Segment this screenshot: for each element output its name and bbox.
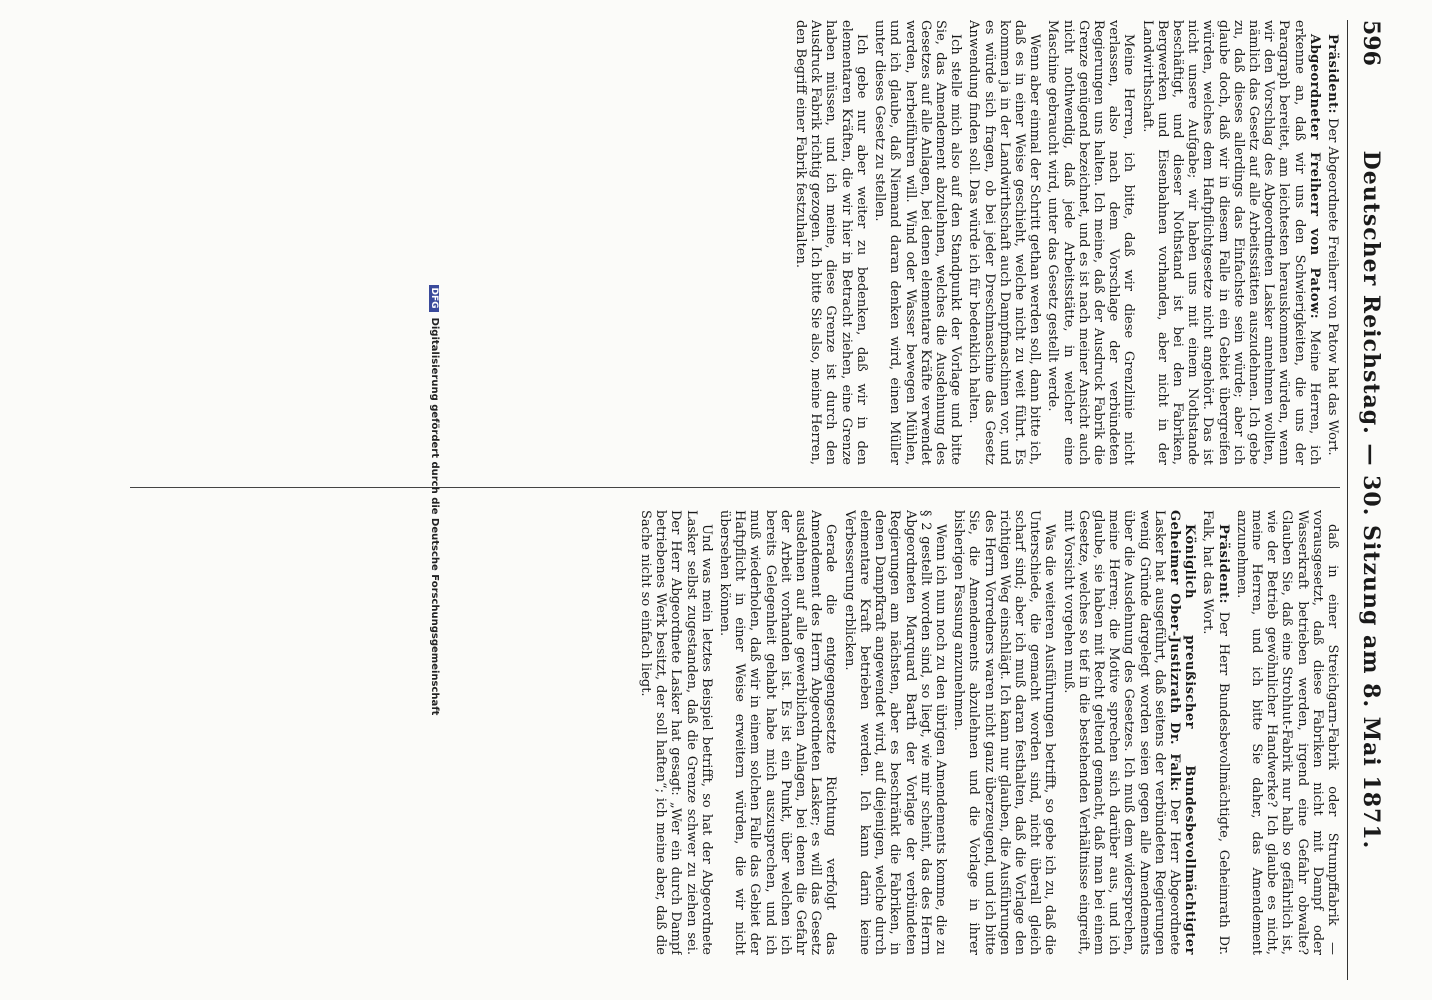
- speaker-label: Präsident:: [1215, 524, 1231, 604]
- paragraph-text: Gerade die entgegengesetzte Richtung verfolgt das Amendement des Herrn Abgeordneten Lasker; es will das Gesetz ausdehnen auf alle gewerblichen Anlagen, bei denen die Gefahr der Arbeit vorhanden ist. Es ist ein Punkt, über welchen ich bereits Gelegenheit gehabt habe mich auszusprechen, und ich muß wiederholen, daß wir in einem solchen Falle das Gebiet der Haftpflicht in einer Weise erweitern würden, die wir nicht übersehen können.: [717, 510, 839, 955]
- paragraph-text: Ich stelle mich also auf den Standpunkt der Vorlage und bitte Sie, das Amendement abzulehnen, welches die Ausdehnung des Gesetzes auf alle Anlagen, bei denen elementare Kräfte verwendet werden, herbeiführen will. Wind oder Wasser bewegen Mühlen, und ich glaube, daß Niemand daran denken wird, einen Müller unter dieses Gesetz zu stellen.: [872, 20, 964, 465]
- paragraph-text: Meine Herren, ich erkenne an, daß wir uns den Schwierigkeiten, die uns der Paragraph bereitet, am leichtesten herauskommen würden, wenn wir den Vorschlag des Abgeordneten Lasker annehmen wollten, nämlich das Gesetz auf alle Arbeitsstätten auszudehnen. Ich gebe zu, daß dieses allerdings das Einfachste sein würde; aber ich glaube doch, daß wir in diesem Falle in ein Gebiet übergreifen würden, welches dem Haftpflichtgesetze nicht angehört. Das ist nicht unsere Aufgabe; wir haben uns mit einem Nothstande beschäftigt, und dieser Nothstand ist bei den Fabriken, Bergwerken und Eisenbahnen vorhanden, aber nicht in der Landwirthschaft.: [1139, 20, 1322, 465]
- paragraph-text: Der Abgeordnete Freiherr von Patow hat das Wort.: [1325, 118, 1340, 456]
- paragraph-text: Und was mein letztes Beispiel betrifft, so hat der Abgeordnete Lasker selbst zugestanden, daß die Grenze schwer zu ziehen sei. Der Herr Abgeordnete Lasker hat gesagt: „Wer ein durch Dampf betriebenes Werk besitzt, der soll haften“; ich meine aber, daß die Sache nicht so einfach liegt.: [638, 510, 714, 955]
- paragraph: [1139, 20, 1321, 465]
- speaker-label: Königlich preußischer Bundesbevollmächtigter Geheimer Ober-Justizrath Dr. Falk:: [1166, 510, 1198, 955]
- left-column: [130, 20, 1340, 465]
- paragraph: [638, 510, 714, 955]
- speaker-label: Abgeordneter Freiherr von Patow:: [1306, 34, 1322, 320]
- paragraph-text: daß in einer Streichgarn-Fabrik oder Strumpffabrik — vorausgesetzt, daß diese Fabriken nicht mit Dampf oder Wasserkraft betrieben werden, irgend eine Gefahr obwalte? Glauben Sie, daß eine Strohhut-Fabrik nur halb so gefährlich ist, wie der Betrieb gewöhnlicher Handwerke? Ich glaube es nicht, meine Herren, und ich bitte Sie daher, das Amendement anzunehmen.: [1233, 510, 1340, 955]
- paragraph-text: Wenn ich nun noch zu den übrigen Amendements komme, die zu § 2 gestellt worden sind, so liegt, wie mir scheint, das des Herrn Abgeordneten Marquard Barth der Vorlage der verbündeten Regierungen am nächsten, aber es beschränkt die Fabriken, in denen Dampfkraft angewendet wird, auf diejenigen, welche durch elementare Kraft betrieben werden. Ich kann darin keine Verbesserung erblicken.: [841, 510, 948, 955]
- paragraph-text: Der Herr Abgeordnete Lasker hat ausgeführt, daß seitens der verbündeten Regierungen wenig Gründe dargelegt worden seien gegen alle Amendements über die Ausdehnung des Gesetzes. Ich muß dem widersprechen, meine Herren; die Motive sprechen sich darüber aus, und ich glaube, sie haben mit Recht geltend gemacht, daß man bei einem Gesetze, welches so tief in die bestehenden Verhältnisse eingreift, mit Vorsicht vorgehen muß.: [1060, 510, 1182, 955]
- footer-text: Digitalisierung gefördert durch die Deutsche Forschungsgemeinschaft: [429, 317, 440, 716]
- digitization-footer: [420, 0, 440, 1000]
- dfg-logo: DFG: [429, 285, 439, 312]
- header-rule: [1347, 20, 1348, 980]
- paragraph-text: Ich gebe nur aber weiter zu bedenken, daß wir in den elementaren Kräften, die wir hier in Betracht ziehen, eine Grenze haben müssen, und ich meine, diese Grenze ist durch den Ausdruck Fabrik richtig gezogen. Ich bitte Sie also, meine Herren, den Begriff einer Fabrik festzuhalten.: [793, 20, 869, 465]
- paragraph-text: Der Herr Bundesbevollmächtigte, Geheimrath Dr. Falk, hat das Wort.: [1200, 510, 1231, 955]
- paragraph: [1234, 510, 1340, 955]
- paragraph: [717, 510, 839, 955]
- paragraph: [1045, 20, 1136, 465]
- paragraph: [842, 510, 948, 955]
- rotated-newspaper-page: [100, 0, 1400, 1000]
- paragraph: [966, 20, 1042, 465]
- page-title: Deutscher Reichstag. — 30. Sitzung am 8. Mai 1871.: [1358, 150, 1384, 850]
- speaker-label: Präsident:: [1325, 34, 1340, 114]
- paragraph: [793, 20, 869, 465]
- column-divider: [130, 487, 1340, 488]
- paragraph: [872, 20, 963, 465]
- paragraph: [1325, 20, 1340, 465]
- paragraph: [1060, 510, 1197, 955]
- paragraph-text: Was die weiteren Ausführungen betrifft, so gebe ich zu, daß die Unterschiede, die gemacht worden sind, nicht überall gleich scharf sind; aber ich muß daran festhalten, daß die Vorlage den richtigen Weg einschlägt. Ich kann nur glauben, die Ausführungen des Herrn Vorredners waren nicht ganz überzeugend, und ich bitte Sie, die Amendements abzulehnen und die Vorlage in ihrer bisherigen Fassung anzunehmen.: [951, 510, 1058, 955]
- right-column: [130, 510, 1340, 955]
- paragraph: [1200, 510, 1230, 955]
- paragraph-text: Meine Herren, ich bitte, daß wir diese Grenzlinie nicht verlassen, also nach dem Vorschlage der verbündeten Regierungen uns halten. Ich meine, daß der Ausdruck Fabrik die Grenze genügend bezeichnet, und es ist nach meiner Ansicht auch nicht nothwendig, daß jede Arbeitsstätte, in welcher eine Maschine gebraucht wird, unter das Gesetz gestellt werde.: [1045, 20, 1137, 465]
- paragraph-text: Wenn aber einmal der Schritt gethan werden soll, dann bitte ich, daß es in einer Weise geschieht, welche nicht zu weit führt. Es kommen ja in der Landwirthschaft auch Dampfmaschinen vor, und es würde sich fragen, ob bei jeder Dreschmaschine das Gesetz Anwendung finden soll. Das würde ich für bedenklich halten.: [966, 20, 1043, 465]
- page-number: 596: [1358, 20, 1384, 66]
- page-header: [1348, 20, 1392, 980]
- paragraph: [951, 510, 1057, 955]
